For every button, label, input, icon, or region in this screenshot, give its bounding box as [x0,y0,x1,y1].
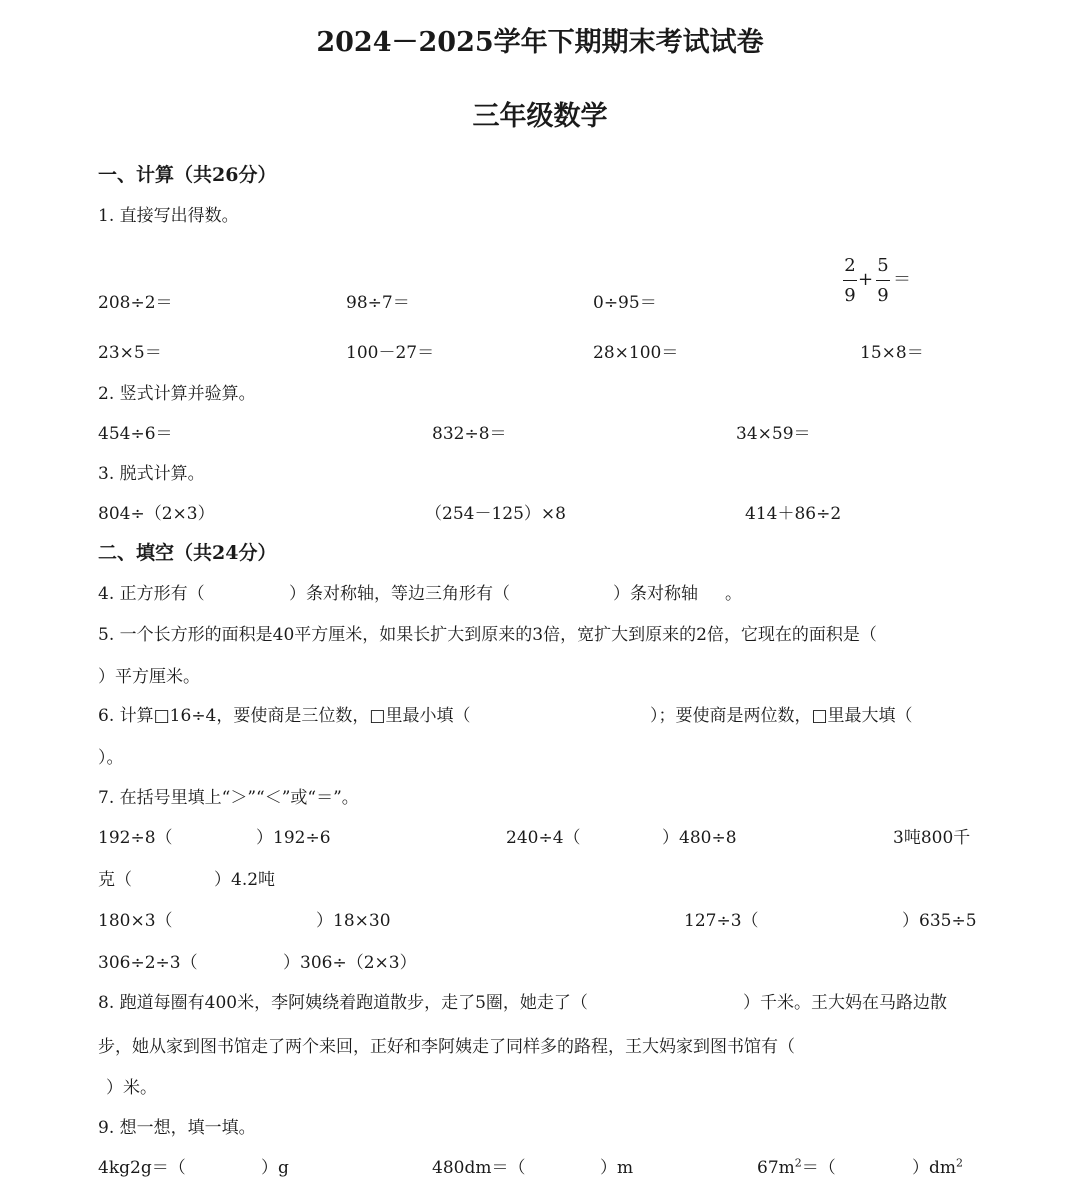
q7-text: ）306÷（2×3） [283,953,417,973]
q9-label: 9. 想一想，填一填。 [98,1118,256,1138]
q9-unit: ＝（ [801,1158,836,1178]
q3-item: 414＋86÷2 [745,504,842,524]
q3-item: 804÷（2×3） [98,504,215,524]
q1-item: 208÷2＝ [98,293,173,313]
q9-superscript: 2 [794,1156,802,1170]
fraction-denominator: 9 [877,285,889,306]
q7-text: 127÷3（ [684,911,759,931]
q9-unit: ）dm [912,1158,957,1178]
q6-text: ）。 [98,748,124,768]
q3-item: （254－125）×8 [425,504,566,524]
fraction-numerator: 5 [877,255,889,276]
q2-item: 454÷6＝ [98,424,173,444]
q3-label: 3. 脱式计算。 [98,464,205,484]
fraction-equals: ＝ [893,269,911,290]
fraction-denominator: 9 [844,285,856,306]
q1-item: 0÷95＝ [593,293,657,313]
q9-text: ）g [261,1158,289,1178]
q7-text: ）480÷8 [662,828,737,848]
q1-item: 28×100＝ [593,343,679,363]
q4-text: 4. 正方形有（ [98,584,205,604]
q4-text: ）条对称轴 [613,584,698,604]
q6-text: ）；要使商是两位数，□里最大填（ [650,706,913,726]
q9-text: ）m [600,1158,634,1178]
q2-item: 832÷8＝ [432,424,507,444]
q5-text: 5. 一个长方形的面积是40平方厘米，如果长扩大到原来的3倍，宽扩大到原来的2倍，它现在的面积是（ [98,625,877,645]
q8-text: ）千米。王大妈在马路边散 [743,993,947,1013]
section-1-heading: 一、计算（共26分） [98,164,277,186]
q9-unit: 67m [757,1158,795,1178]
q8-text: 步，她从家到图书馆走了两个来回，正好和李阿姨走了同样多的路程，王大妈家到图书馆有（ [98,1037,795,1057]
q2-item: 34×59＝ [736,424,811,444]
fraction-numerator: 2 [844,255,856,276]
q7-text: 克（ [98,870,132,890]
fraction-operator: + [858,269,874,290]
q1-item: 100－27＝ [346,343,435,363]
q1-item: 15×8＝ [860,343,924,363]
q7-text: ）4.2吨 [214,870,276,890]
q9-superscript: 2 [956,1156,964,1170]
q7-text: 3吨800千 [893,828,971,848]
exam-subtitle: 三年级数学 [472,101,608,132]
q7-text: ）192÷6 [256,828,331,848]
q9-text [912,1157,963,1179]
q4-text: ）条对称轴，等边三角形有（ [289,584,510,604]
q7-text: 240÷4（ [506,828,581,848]
section-2-heading: 二、填空（共24分） [98,542,277,564]
q6-text: 6. 计算□16÷4，要使商是三位数，□里最小填（ [98,706,471,726]
q1-fraction-expression [843,256,923,312]
q7-text: ）18×30 [316,911,391,931]
q9-text: 4kg2g＝（ [98,1158,186,1178]
q5-text: ）平方厘米。 [98,667,200,687]
q7-text: 192÷8（ [98,828,173,848]
fraction-bar [843,280,857,281]
q7-text: ）635÷5 [902,911,977,931]
q8-text: 8. 跑道每圈有400米，李阿姨绕着跑道散步，走了5圈，她走了（ [98,993,588,1013]
q7-text: 306÷2÷3（ [98,953,198,973]
q2-label: 2. 竖式计算并验算。 [98,384,256,404]
fraction-bar [876,280,890,281]
q9-text [757,1157,836,1179]
q7-text: 180×3（ [98,911,173,931]
q1-label: 1. 直接写出得数。 [98,206,239,226]
q4-text: 。 [725,584,742,604]
q1-item: 23×5＝ [98,343,162,363]
exam-title: 2024－2025学年下期期末考试试卷 [316,27,764,58]
q9-text: 480dm＝（ [432,1158,526,1178]
q8-text: ）米。 [106,1078,157,1098]
q1-item: 98÷7＝ [346,293,410,313]
q7-label: 7. 在括号里填上“＞”“＜”或“＝”。 [98,788,359,808]
